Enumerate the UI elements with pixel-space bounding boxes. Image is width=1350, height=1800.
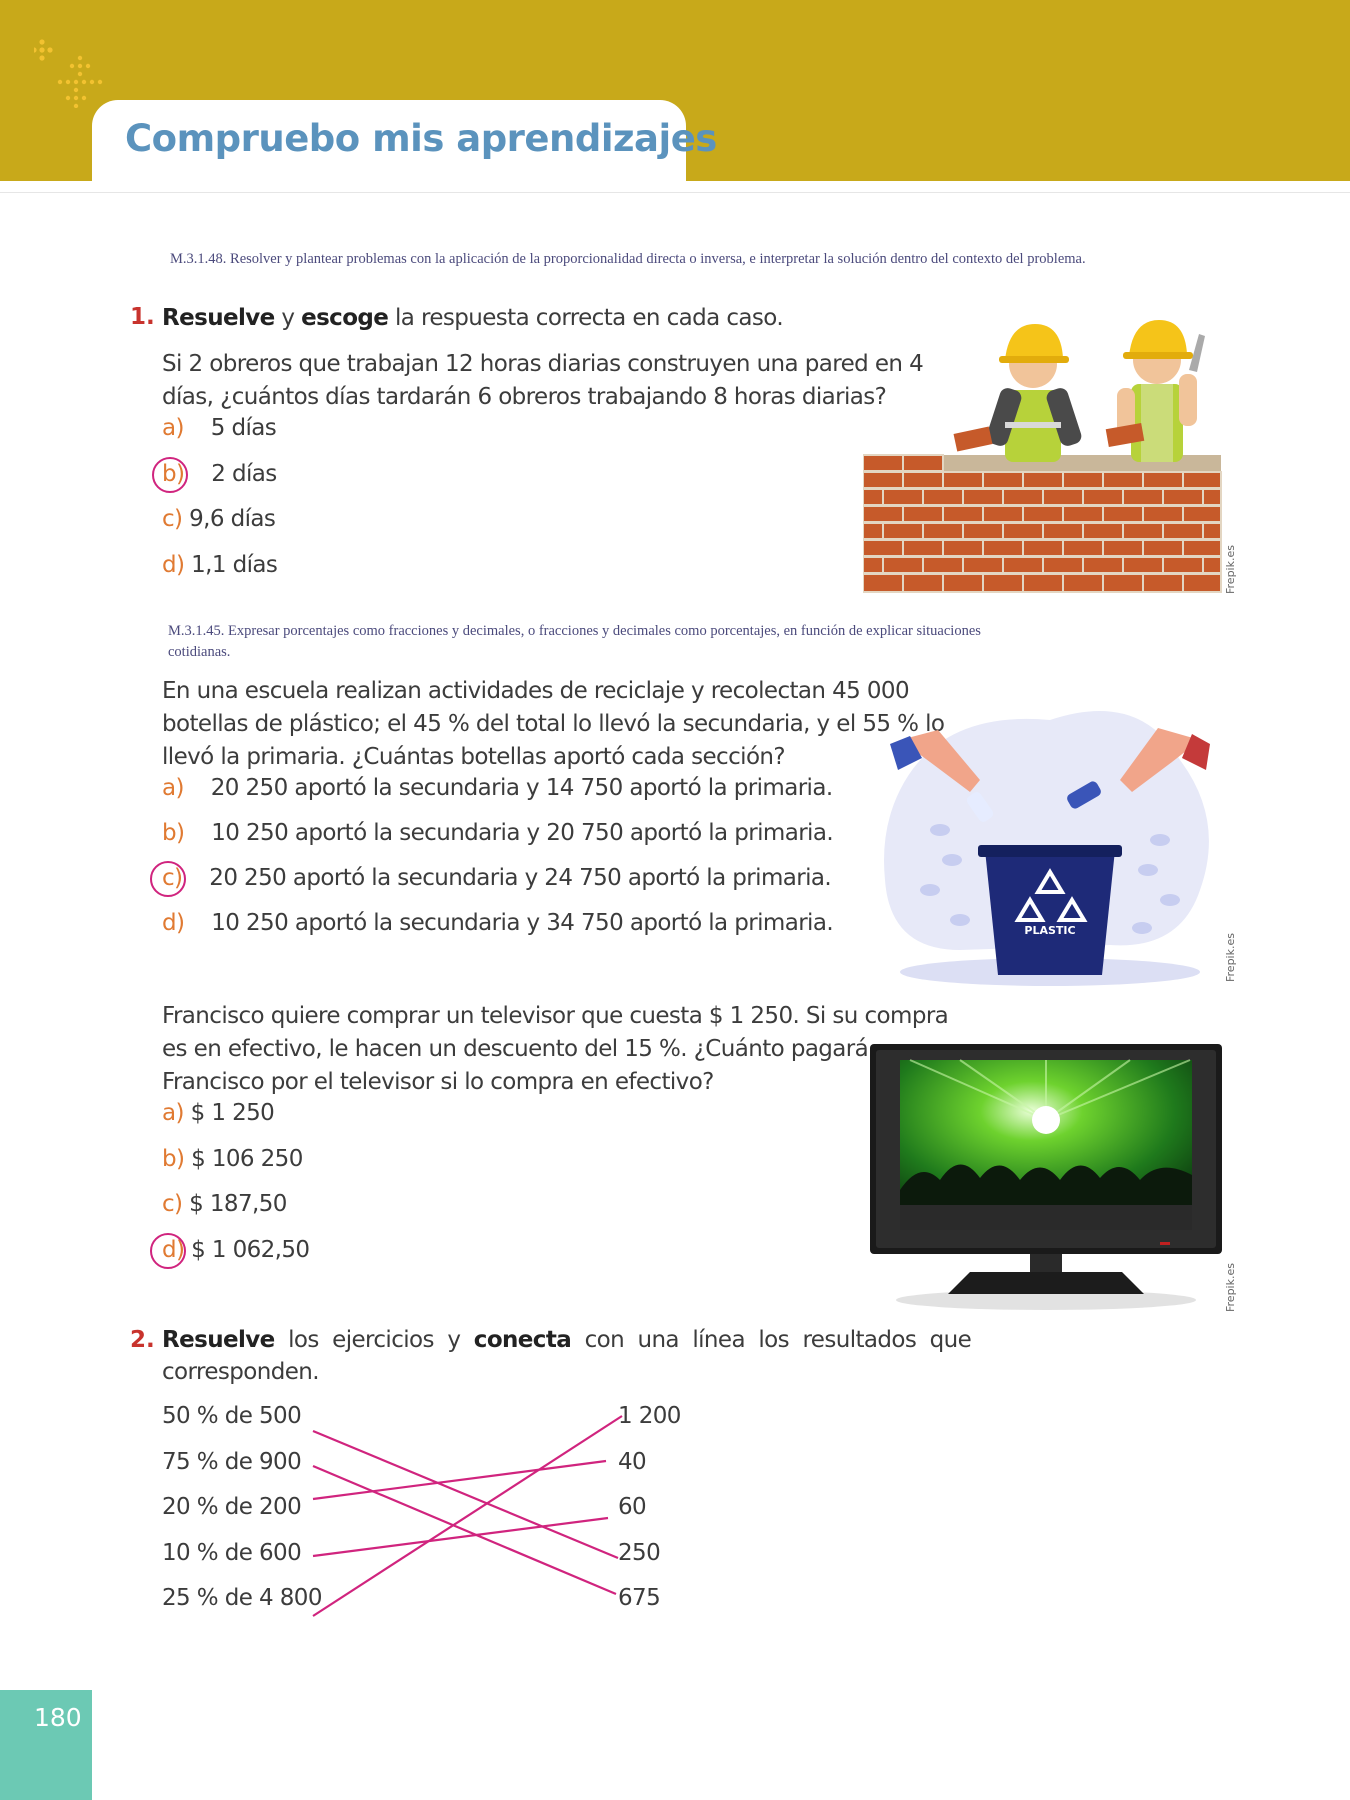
right-result[interactable]: 675 [618, 1585, 661, 1611]
q1-option-b[interactable]: b) 2 días [162, 461, 277, 487]
q3-line-1: Francisco quiere comprar un televisor que cuesta $ 1 250. Si su compra [162, 1003, 949, 1029]
exercise-number-2: 2. [130, 1327, 155, 1353]
image-credit-2: Frepik.es [1224, 933, 1237, 982]
q3-option-a[interactable]: a) $ 1 250 [162, 1100, 275, 1126]
page-title: Compruebo mis aprendizajes [125, 117, 717, 160]
skill-descriptor-2: M.3.1.45. Expresar porcentajes como fracciones y decimales, o fracciones y decimales como porcentajes, en función de explicar situaciones cotidianas. [168, 623, 981, 660]
right-result[interactable]: 1 200 [618, 1403, 681, 1429]
decorative-dots [34, 36, 114, 108]
q2-line-3: llevó la primaria. ¿Cuántas botellas aportó cada sección? [162, 744, 785, 770]
answer-mark-circle [150, 861, 186, 897]
exercise-number-1: 1. [130, 304, 155, 330]
q2-option-b[interactable]: b) 10 250 aportó la secundaria y 20 750 aportó la primaria. [162, 820, 834, 846]
q3-option-b[interactable]: b) $ 106 250 [162, 1146, 303, 1172]
match-line [313, 1431, 618, 1558]
skill-descriptor-1: M.3.1.48. Resolver y plantear problemas con la aplicación de la proporcionalidad directa o inversa, e interpretar la solución dentro del contexto del problema. [170, 251, 1086, 267]
exercise-1-instruction: Resuelve y escoge la respuesta correcta en cada caso. [162, 305, 784, 331]
exercise-2-instruction-line-2: corresponden. [162, 1359, 319, 1385]
left-expression[interactable]: 20 % de 200 [162, 1494, 302, 1520]
match-line [313, 1461, 606, 1499]
exercise-2-instruction: Resuelve los ejercicios y conecta con una línea los resultados que [162, 1327, 972, 1353]
right-result[interactable]: 250 [618, 1540, 661, 1566]
q2-line-2: botellas de plástico; el 45 % del total lo llevó la secundaria, y el 55 % lo [162, 711, 945, 737]
page-number: 180 [34, 1703, 82, 1732]
q3-option-d[interactable]: d) $ 1 062,50 [162, 1237, 310, 1263]
bin-label: PLASTIC [1024, 924, 1076, 937]
left-expression[interactable]: 75 % de 900 [162, 1449, 302, 1475]
television-illustration [870, 1040, 1222, 1312]
image-credit-1: Frepik.es [1224, 545, 1237, 594]
q1-option-a[interactable]: a) 5 días [162, 415, 277, 441]
right-result[interactable]: 60 [618, 1494, 647, 1520]
match-line [313, 1518, 608, 1556]
q3-line-3: Francisco por el televisor si lo compra en efectivo? [162, 1069, 714, 1095]
q1-option-c[interactable]: c) 9,6 días [162, 506, 276, 532]
recycling-bin-illustration [880, 700, 1220, 990]
header-divider [0, 192, 1350, 193]
q1-line-1: Si 2 obreros que trabajan 12 horas diarias construyen una pared en 4 [162, 351, 924, 377]
left-expression[interactable]: 50 % de 500 [162, 1403, 302, 1429]
answer-mark-circle [150, 1233, 186, 1269]
match-line [313, 1466, 616, 1594]
answer-mark-circle [152, 457, 188, 493]
q3-option-c[interactable]: c) $ 187,50 [162, 1191, 287, 1217]
q1-option-d[interactable]: d) 1,1 días [162, 552, 278, 578]
q2-option-d[interactable]: d) 10 250 aportó la secundaria y 34 750 aportó la primaria. [162, 910, 834, 936]
match-line [313, 1416, 622, 1616]
left-expression[interactable]: 25 % de 4 800 [162, 1585, 322, 1611]
q2-option-a[interactable]: a) 20 250 aportó la secundaria y 14 750 aportó la primaria. [162, 775, 833, 801]
q2-option-c[interactable]: c) 20 250 aportó la secundaria y 24 750 aportó la primaria. [162, 865, 832, 891]
q1-line-2: días, ¿cuántos días tardarán 6 obreros trabajando 8 horas diarias? [162, 384, 887, 410]
q3-line-2: es en efectivo, le hacen un descuento del 15 %. ¿Cuánto pagará [162, 1036, 869, 1062]
right-result[interactable]: 40 [618, 1449, 647, 1475]
workers-brick-wall-illustration [863, 312, 1223, 594]
q2-line-1: En una escuela realizan actividades de reciclaje y recolectan 45 000 [162, 678, 909, 704]
left-expression[interactable]: 10 % de 600 [162, 1540, 302, 1566]
image-credit-3: Frepik.es [1224, 1263, 1237, 1312]
